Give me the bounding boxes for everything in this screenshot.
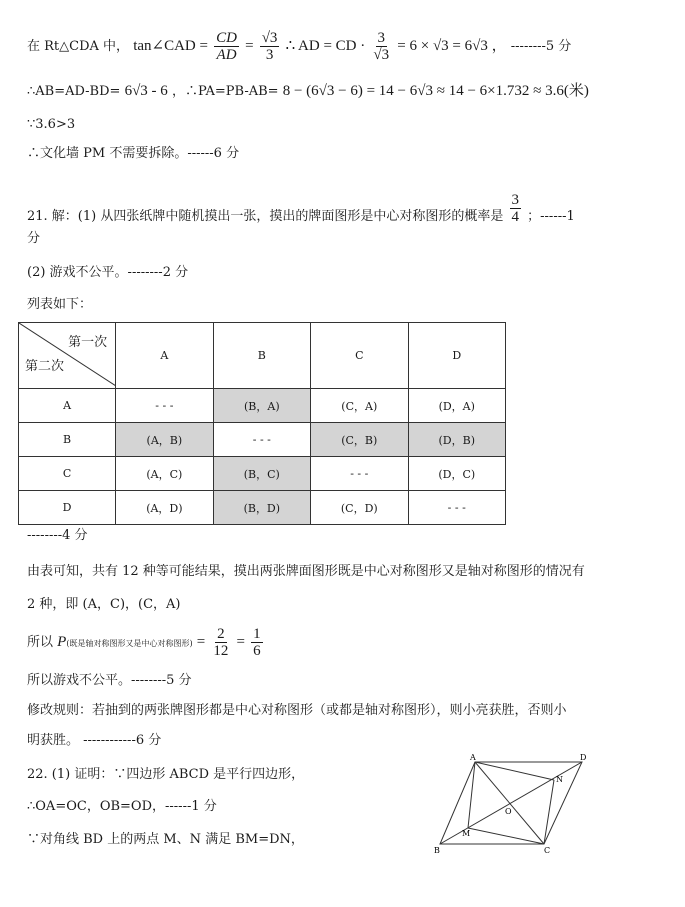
table-cell-shaded: (A，B) — [116, 423, 213, 457]
q22-line-3: ∵对角线 BD 上的两点 M、N 满足 BM=DN， — [27, 832, 304, 847]
column-header: C — [311, 323, 408, 389]
table-cell-shaded: (B，D) — [213, 491, 310, 525]
label-A: A — [470, 753, 476, 762]
line2-part1-math: 6√3 - 6 — [124, 83, 168, 99]
label-D: D — [580, 753, 587, 762]
fraction-3-sqrt3 — [371, 30, 391, 63]
label-M: M — [462, 829, 471, 838]
parallelogram-figure — [432, 752, 592, 862]
equals: = — [245, 38, 254, 54]
table-cell: (A，D) — [116, 491, 213, 525]
frac-num: 3 — [377, 30, 386, 46]
fraction-cd-ad — [214, 30, 239, 63]
solution-line-ab — [27, 82, 589, 101]
equals: = — [196, 634, 206, 650]
table-row — [19, 389, 506, 423]
table-row — [19, 457, 506, 491]
table-cell: - - - — [116, 389, 213, 423]
row-header: A — [19, 389, 116, 423]
analysis-line-1: 由表可知，共有 12 种等可能结果，摸出两张牌面图形既是中心对称图形又是轴对称图形的情况有 — [27, 564, 585, 579]
frac-num: 2 — [217, 626, 225, 642]
table-cell-shaded: (D，B) — [408, 423, 506, 457]
line1-rest: = 6 × √3 = 6√3 ， — [397, 38, 507, 54]
frac-num: 1 — [253, 626, 261, 642]
q21-part2: (2) 游戏不公平。--------2 分 — [27, 265, 189, 280]
label-O: O — [505, 807, 512, 816]
frac-den: √3 — [373, 47, 390, 63]
prob-subscript: (既是轴对称图形又是中心对称图形) — [66, 639, 193, 648]
unfair-conclusion: 所以游戏不公平。--------5 分 — [27, 673, 192, 688]
line2-part2-math: 8 − (6√3 − 6) = 14 − 6√3 ≈ 14 − 6×1.732 ≈ 3.6(米) — [282, 83, 589, 99]
prob-letter: P — [57, 634, 67, 650]
line1-tan: tan∠CAD = — [133, 38, 208, 54]
table-cell: - - - — [213, 423, 310, 457]
table-cell: (C，D) — [311, 491, 408, 525]
prob-prefix: 所以 — [27, 635, 54, 650]
column-header: A — [116, 323, 213, 389]
solution-line-compare: ∵3.6>3 — [27, 117, 76, 132]
table-cell-shaded: (B，A) — [213, 389, 310, 423]
frac-den: 3 — [265, 47, 274, 63]
corner-first-draw: 第一次 — [68, 335, 108, 350]
table-cell-shaded: (B，C) — [213, 457, 310, 491]
q21-score: ；------1 — [527, 209, 575, 224]
analysis-line-2: 2 种，即 (A，C)，(C，A) — [27, 597, 181, 612]
row-header: D — [19, 491, 116, 525]
equals: = — [236, 634, 245, 650]
line2-part1: ∴AB=AD-BD= — [27, 84, 121, 99]
label-C: C — [544, 846, 551, 855]
frac-den: 12 — [213, 643, 229, 659]
frac-den: AD — [216, 47, 237, 63]
frac-den: 4 — [511, 209, 519, 225]
fraction-1-6 — [251, 626, 263, 659]
table-cell: - - - — [408, 491, 506, 525]
frac-num: CD — [216, 30, 237, 46]
solution-line-tan — [27, 30, 571, 63]
outcome-table — [18, 322, 506, 525]
q22-line-2: ∴OA=OC，OB=OD，------1 分 — [27, 799, 217, 814]
table-cell: - - - — [311, 457, 408, 491]
rule-change-line-1: 修改规则：若抽到的两张牌图形都是中心对称图形（或都是轴对称图形），则小亮获胜，否则小 — [27, 703, 567, 718]
table-header-row — [19, 323, 506, 389]
score-marker: --------5 分 — [510, 39, 572, 54]
probability-fraction — [510, 192, 522, 225]
table-cell: (D，A) — [408, 389, 506, 423]
q21-part1 — [27, 192, 575, 233]
q22-line-1: 22. (1) 证明：∵四边形 ABCD 是平行四边形， — [27, 767, 305, 782]
column-header: D — [408, 323, 506, 389]
table-cell: (C，A) — [311, 389, 408, 423]
line2-part2: ，∴PA=PB-AB= — [171, 84, 279, 99]
table-cell-shaded: (C，B) — [311, 423, 408, 457]
line1-prefix: 在 Rt△CDA 中， — [27, 39, 130, 54]
q21-wrap: 分 — [27, 231, 41, 246]
q21-list-label: 列表如下： — [27, 297, 93, 312]
table-cell: (D，C) — [408, 457, 506, 491]
label-N: N — [556, 775, 563, 784]
table-score: --------4 分 — [27, 528, 88, 543]
table-row — [19, 491, 506, 525]
table-corner-cell — [19, 323, 116, 389]
label-B: B — [434, 846, 440, 855]
therefore-ad: ∴ AD = CD · — [285, 38, 366, 54]
frac-num: √3 — [261, 30, 278, 46]
rule-change-line-2: 明获胜。 ------------6 分 — [27, 733, 162, 748]
fraction-2-12 — [211, 626, 230, 659]
frac-den: 6 — [253, 643, 261, 659]
column-header: B — [213, 323, 310, 389]
probability-line — [27, 626, 265, 659]
fraction-sqrt3-3 — [260, 30, 280, 63]
row-header: B — [19, 423, 116, 457]
corner-second-draw: 第二次 — [25, 359, 65, 374]
row-header: C — [19, 457, 116, 491]
table-cell: (A，C) — [116, 457, 213, 491]
q21-text: 21. 解：(1) 从四张纸牌中随机摸出一张，摸出的牌面图形是中心对称图形的概率是 — [27, 209, 504, 224]
table-row — [19, 423, 506, 457]
frac-num: 3 — [511, 192, 519, 208]
solution-line-conclusion: ∴文化墙 PM 不需要拆除。------6 分 — [27, 146, 240, 161]
